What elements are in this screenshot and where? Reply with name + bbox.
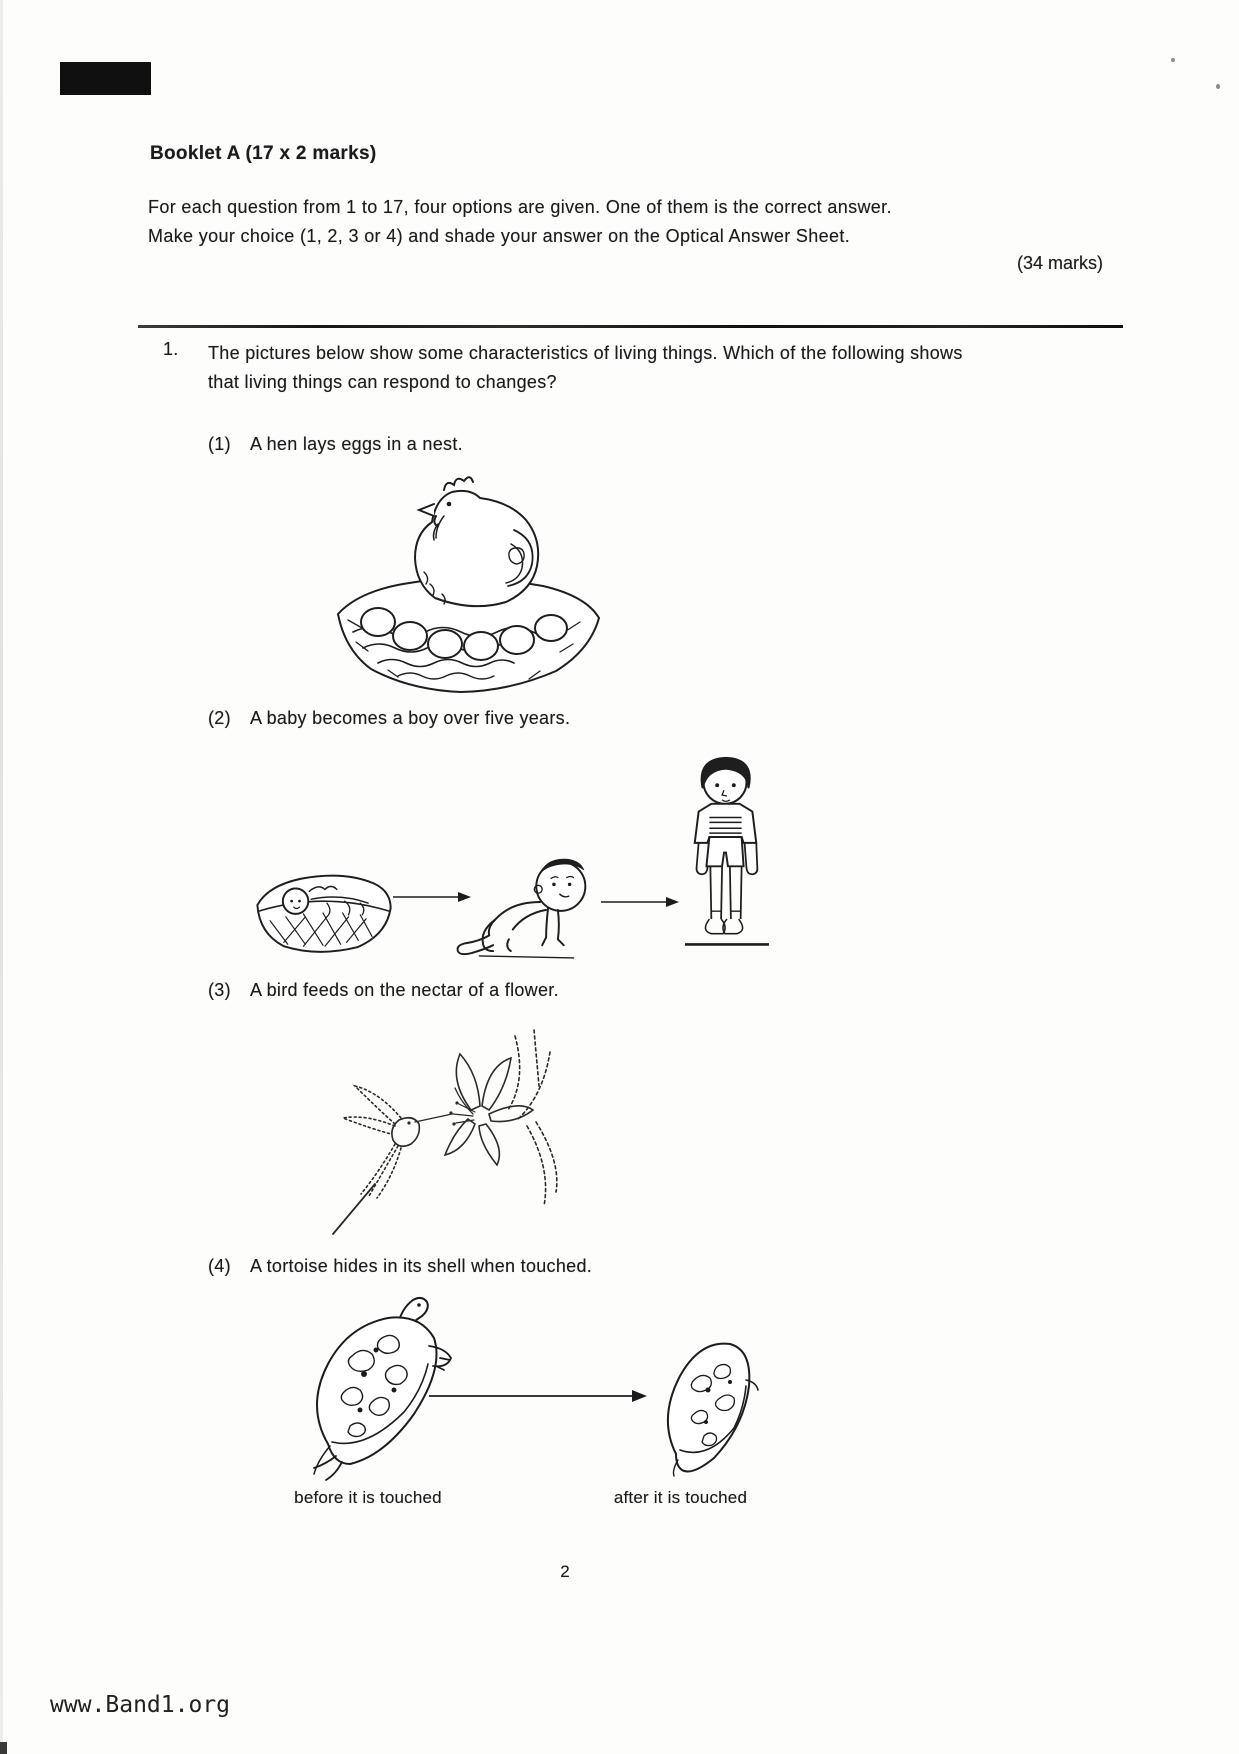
- standing-boy-illustration: [678, 753, 773, 963]
- option-3-text: A bird feeds on the nectar of a flower.: [250, 980, 559, 1000]
- caption-after-touched: after it is touched: [613, 1488, 748, 1507]
- option-2: [208, 708, 570, 729]
- marks-total: (34 marks): [1016, 253, 1103, 273]
- scan-edge-artifact: [0, 0, 3, 1754]
- crawling-baby-illustration: [450, 845, 602, 963]
- option-3: [208, 980, 559, 1001]
- booklet-title: Booklet A (17 x 2 marks): [150, 143, 377, 164]
- option-3-label: (3): [208, 980, 231, 1000]
- watermark: www.Band1.org: [50, 1692, 231, 1718]
- redaction-block: [60, 62, 151, 95]
- scan-speck: [1171, 58, 1175, 62]
- instructions-line-2: Make your choice (1, 2, 3 or 4) and shade your answer on the Optical Answer Sheet.: [148, 226, 851, 246]
- option-2-label: (2): [208, 708, 231, 728]
- tortoise-before-after-illustration: [268, 1292, 798, 1527]
- option-4-label: (4): [208, 1256, 231, 1276]
- hen-on-nest-illustration: [318, 452, 618, 697]
- instructions-line-1: For each question from 1 to 17, four options are given. One of them is the correct answer.: [148, 197, 892, 217]
- section-divider: [138, 325, 1123, 328]
- scan-notch-artifact: [0, 1742, 7, 1754]
- arrow-icon: [600, 895, 680, 909]
- tortoise-after-illustration: [646, 1322, 761, 1482]
- baby-in-basket-illustration: [250, 860, 398, 958]
- option-4: [208, 1256, 592, 1277]
- scan-speck: [1216, 84, 1220, 89]
- growth-sequence-illustration: [150, 745, 1130, 965]
- bird-feeding-flower-illustration: [303, 1022, 568, 1247]
- option-2-text: A baby becomes a boy over five years.: [250, 708, 571, 728]
- question-text: The pictures below show some characteristics of living things. Which of the following shows that living things can respond to changes?: [208, 343, 963, 392]
- option-4-text: A tortoise hides in its shell when touched.: [250, 1256, 593, 1276]
- option-1-label: (1): [208, 434, 231, 454]
- question-number: 1.: [163, 339, 179, 359]
- page-number: 2: [560, 1562, 570, 1581]
- arrow-icon: [428, 1388, 648, 1404]
- caption-before-touched: before it is touched: [294, 1488, 442, 1507]
- option-1-text: A hen lays eggs in a nest.: [250, 434, 463, 454]
